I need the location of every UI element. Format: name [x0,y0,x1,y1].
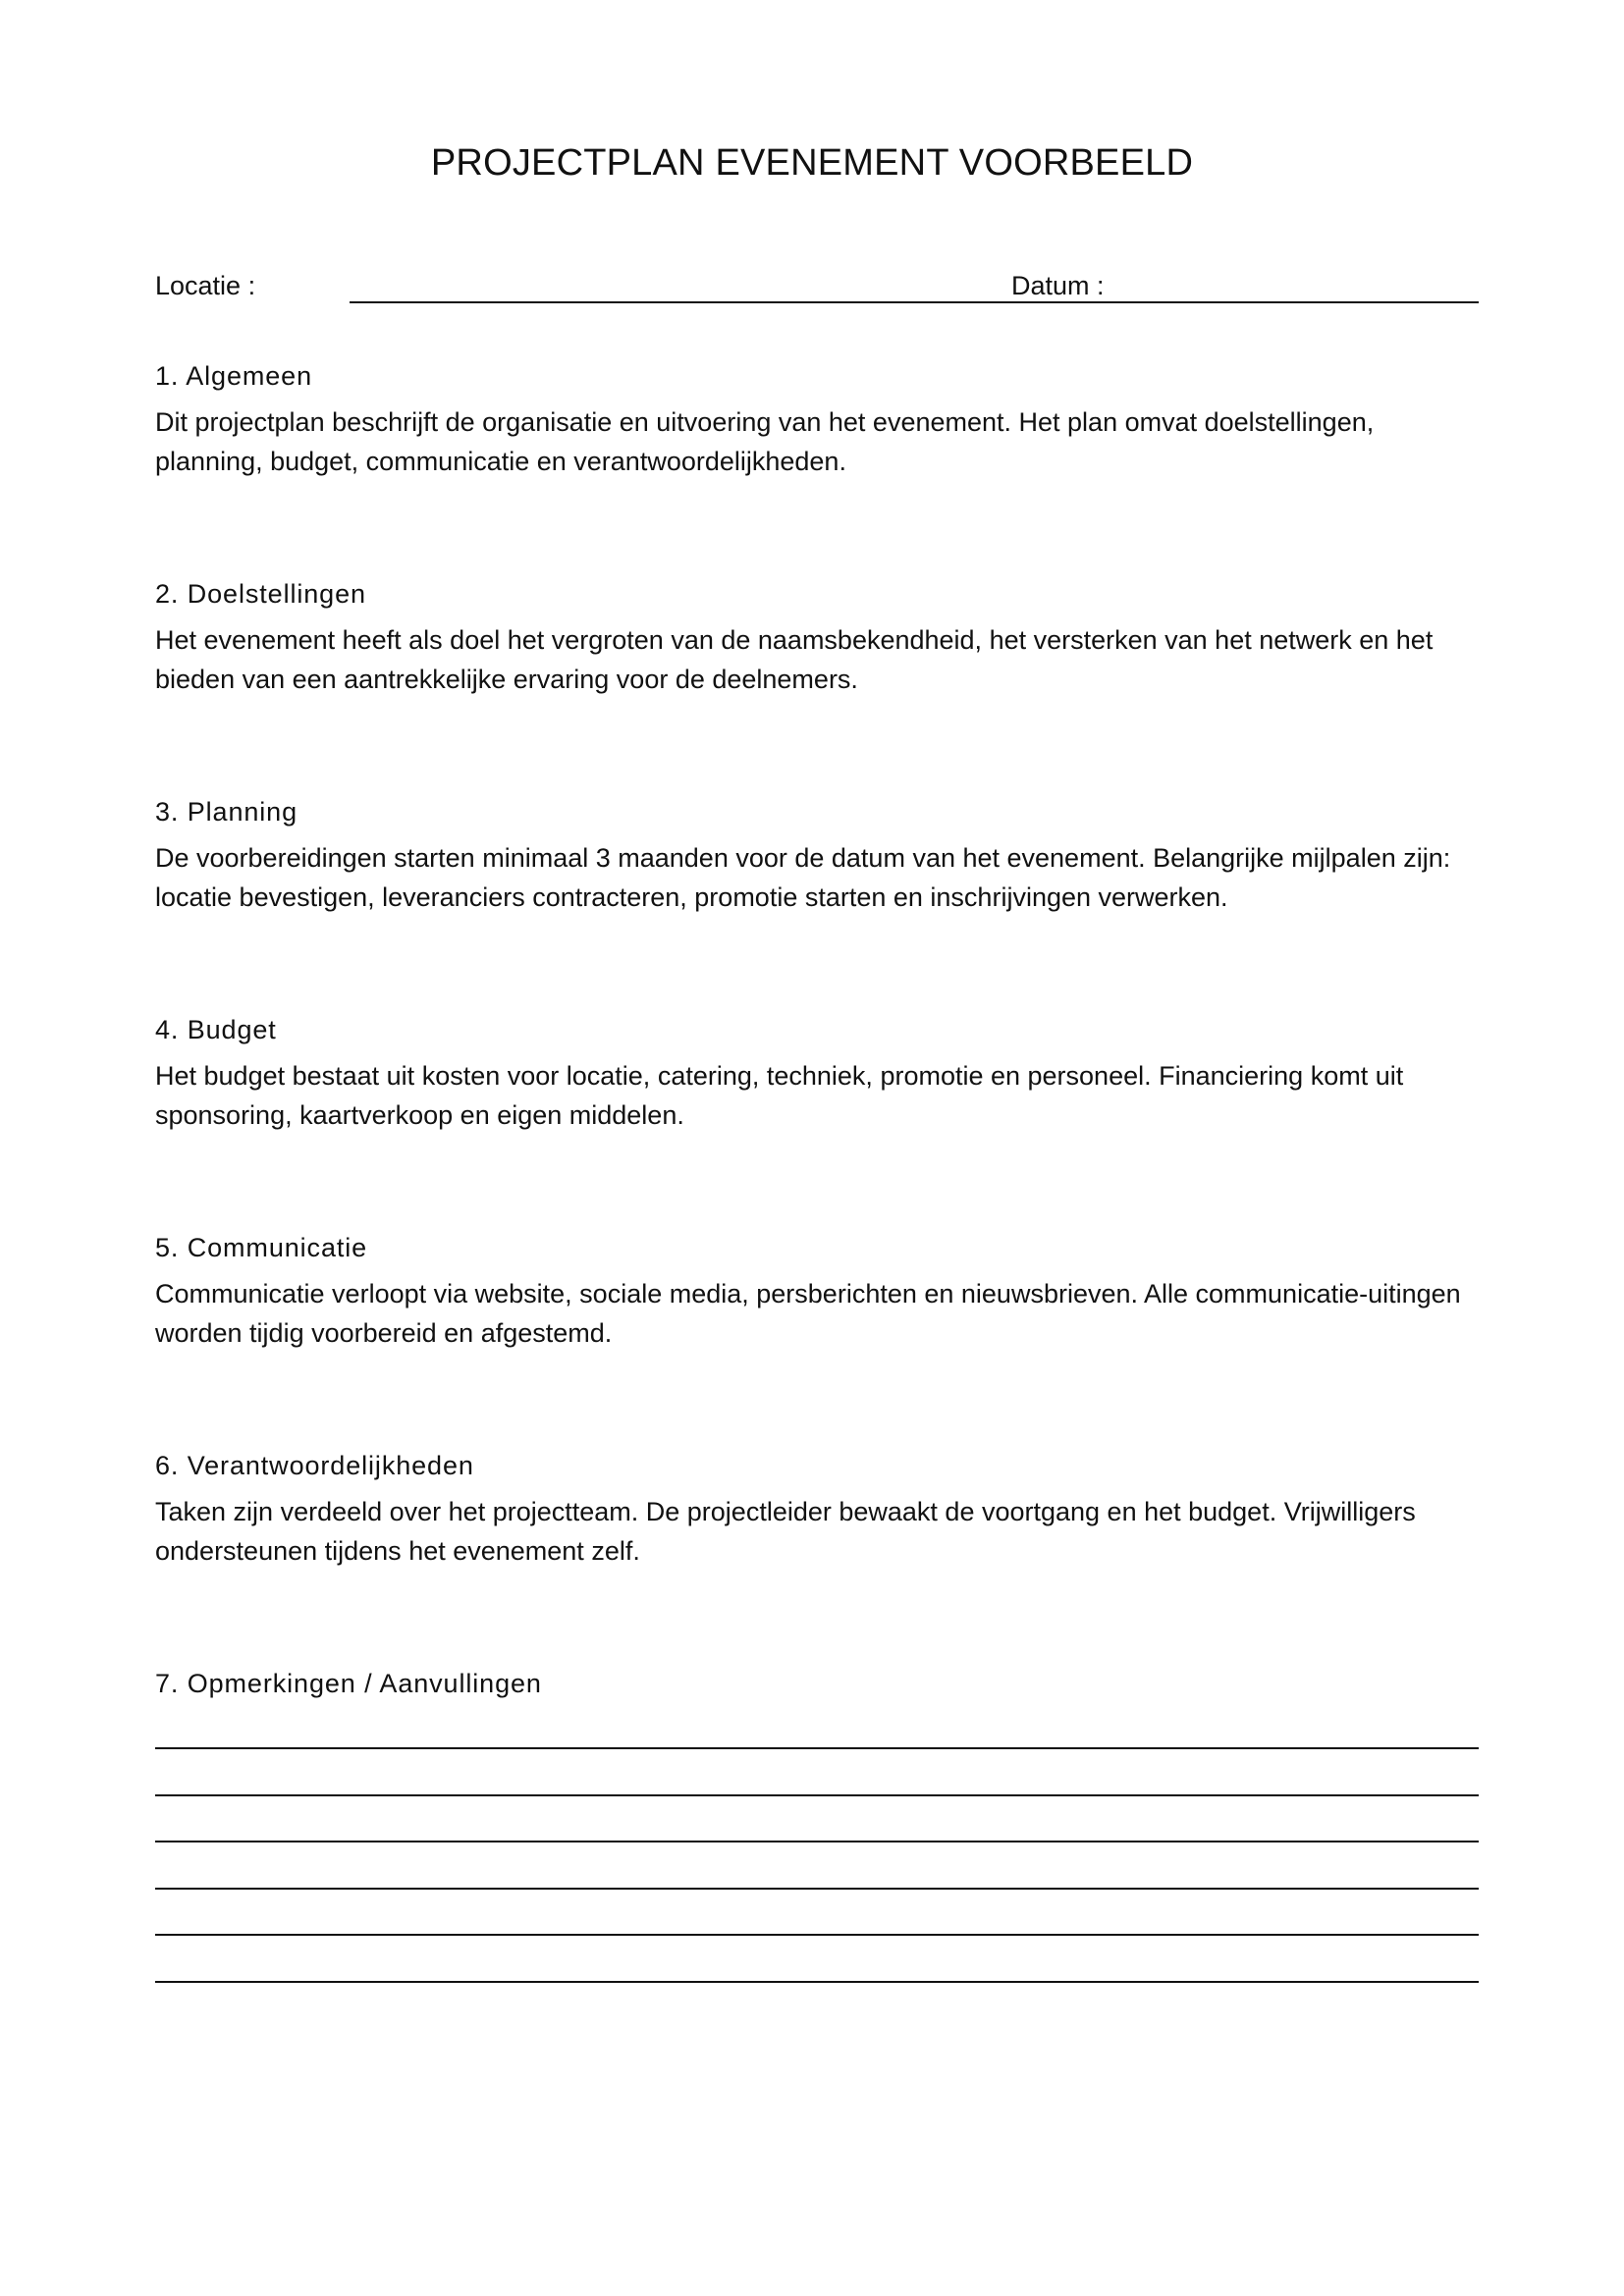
section-heading: 5. Communicatie [155,1233,368,1262]
section-remarks [155,1667,1479,1710]
section-heading: 7. Opmerkingen / Aanvullingen [155,1669,542,1698]
page-title: PROJECTPLAN EVENEMENT VOORBEELD [430,142,1194,185]
section-heading: 1. Algemeen [155,361,313,391]
section-body: Communicatie verloopt via website, sociale media, persberichten en nieuwsbrieven. Alle communicatie-uitingen worden tijdig voorbereid en afgestemd. [155,1279,1461,1348]
location-label: Locatie : [155,271,256,300]
location-date-row [155,265,1479,310]
section-body: Taken zijn verdeeld over het projectteam. De projectleider bewaakt de voortgang en het budget. Vrijwilligers ondersteunen tijdens het evenement zelf. [155,1497,1416,1566]
section-heading: 4. Budget [155,1015,277,1044]
remarks-line[interactable] [155,1934,1479,1936]
section-responsibilities [155,1449,1479,1571]
section-heading: 2. Doelstellingen [155,579,366,609]
section-heading: 3. Planning [155,797,298,827]
remarks-line[interactable] [155,1794,1479,1796]
section-objectives [155,577,1479,699]
remarks-line[interactable] [155,1981,1479,1983]
section-body: Dit projectplan beschrijft de organisatie en uitvoering van het evenement. Het plan omvat doelstellingen, planning, budget, communicatie en verantwoordelijkheden. [155,407,1375,476]
location-date-fill-line[interactable] [350,301,1479,303]
section-body: Het budget bestaat uit kosten voor locatie, catering, techniek, promotie en personeel. Financiering komt uit sponsoring, kaartverkoop en eigen middelen. [155,1061,1404,1130]
section-planning [155,795,1479,917]
remarks-line[interactable] [155,1747,1479,1749]
section-communication [155,1231,1479,1353]
section-body: De voorbereidingen starten minimaal 3 maanden voor de datum van het evenement. Belangrijke mijlpalen zijn: locatie bevestigen, leveranciers contracteren, promotie starten en inschrijvingen verwerken. [155,843,1451,912]
section-body: Het evenement heeft als doel het vergroten van de naamsbekendheid, het versterken van het netwerk en het bieden van een aantrekkelijke ervaring voor de deelnemers. [155,625,1434,694]
remarks-line[interactable] [155,1888,1479,1890]
remarks-writing-lines [155,1747,1479,2028]
date-label: Datum : [1011,271,1105,300]
section-budget [155,1013,1479,1135]
section-heading: 6. Verantwoordelijkheden [155,1451,474,1480]
remarks-line[interactable] [155,1841,1479,1842]
section-general [155,359,1479,481]
